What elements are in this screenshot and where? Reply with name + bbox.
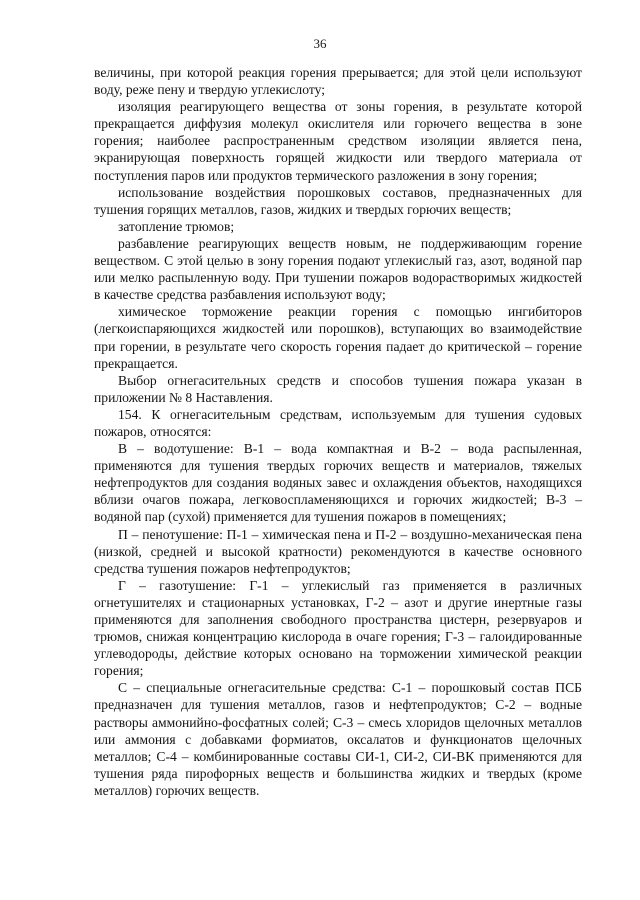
paragraph-isolation: изоляция реагирующего вещества от зоны горения, в результате которой прекращается диффузия молекул окислителя или горючего вещества в зоне горения; наиболее распространенным средством изоляции является пена, экранирующая поверхность горящей жидкости или твердого материала от поступления паров или продуктов термического разложения в зону горения; (94, 99, 582, 183)
paragraph-foam-extinguishing: П – пенотушение: П-1 – химическая пена и П-2 – воздушно-механическая пена (низкой, средней и высокой кратности) рекомендуются в качестве основного средства тушения пожаров нефтепродуктов; (94, 526, 582, 576)
paragraph-selection: Выбор огнегасительных средств и способов тушения пожара указан в приложении № 8 Наставления. (94, 372, 582, 405)
paragraph-inhibition: химическое торможение реакции горения с помощью ингибиторов (легкоиспаряющихся жидкостей или порошков), вступающих во взаимодействие при горении, в результате чего скорость горения падает до критической – горение прекращается. (94, 304, 582, 371)
paragraph-154-intro: 154. К огнегасительным средствам, используемым для тушения судовых пожаров, относятся: (94, 406, 582, 439)
paragraph-dilution: разбавление реагирующих веществ новым, не поддерживающим горение веществом. С этой целью в зону горения подают углекислый газ, азот, водяной пар или мелко распыленную воду. При тушении пожаров водорастворимых жидкостей в качестве средства разбавления используют воду; (94, 235, 582, 303)
paragraph-gas-extinguishing: Г – газотушение: Г-1 – углекислый газ применяется в различных огнетушителях и стационарных установках, Г-2 – азот и другие инертные газы применяются для заполнения свободного пространства цистерн, резервуаров и трюмов, снижая концентрацию кислорода в очаге горения; Г-3 – галоидированные углеводороды, действие которых основано на торможении химической реакции горения; (94, 577, 582, 679)
paragraph-continuation: величины, при которой реакция горения прерывается; для этой цели используют воду, реже пену и твердую углекислоту; (94, 65, 582, 98)
page-number: 36 (313, 36, 327, 51)
paragraph-water-extinguishing: В – водотушение: В-1 – вода компактная и В-2 – вода распыленная, применяются для тушения твердых горючих веществ и материалов, тяжелых нефтепродуктов для создания водяных завес и охлаждения объектов, находящихся вблизи очагов пожара, легковоспламеняющихся и горючих жидкостей; В-3 – водяной пар (сухой) применяется для тушения пожаров в помещениях; (94, 441, 582, 525)
body-text (94, 64, 582, 799)
paragraph-powder: использование воздействия порошковых составов, предназначенных для тушения горящих металлов, газов, жидких и твердых горючих веществ; (94, 184, 582, 217)
paragraph-flooding: затопление трюмов; (118, 218, 235, 234)
paragraph-special-agents: С – специальные огнегасительные средства: С-1 – порошковый состав ПСБ предназначен для тушения металлов, газов и нефтепродуктов; С-2 – водные растворы аммонийно-фосфатных солей; С-3 – смесь хлоридов щелочных металлов или аммония с добавками формиатов, оксалатов и функционатов щелочных металлов; С-4 – комбинированные составы СИ-1, СИ-2, СИ-ВК применяются для тушения ряда пирофорных веществ и большинства жидких и твердых (кроме металлов) горючих веществ. (94, 680, 582, 798)
